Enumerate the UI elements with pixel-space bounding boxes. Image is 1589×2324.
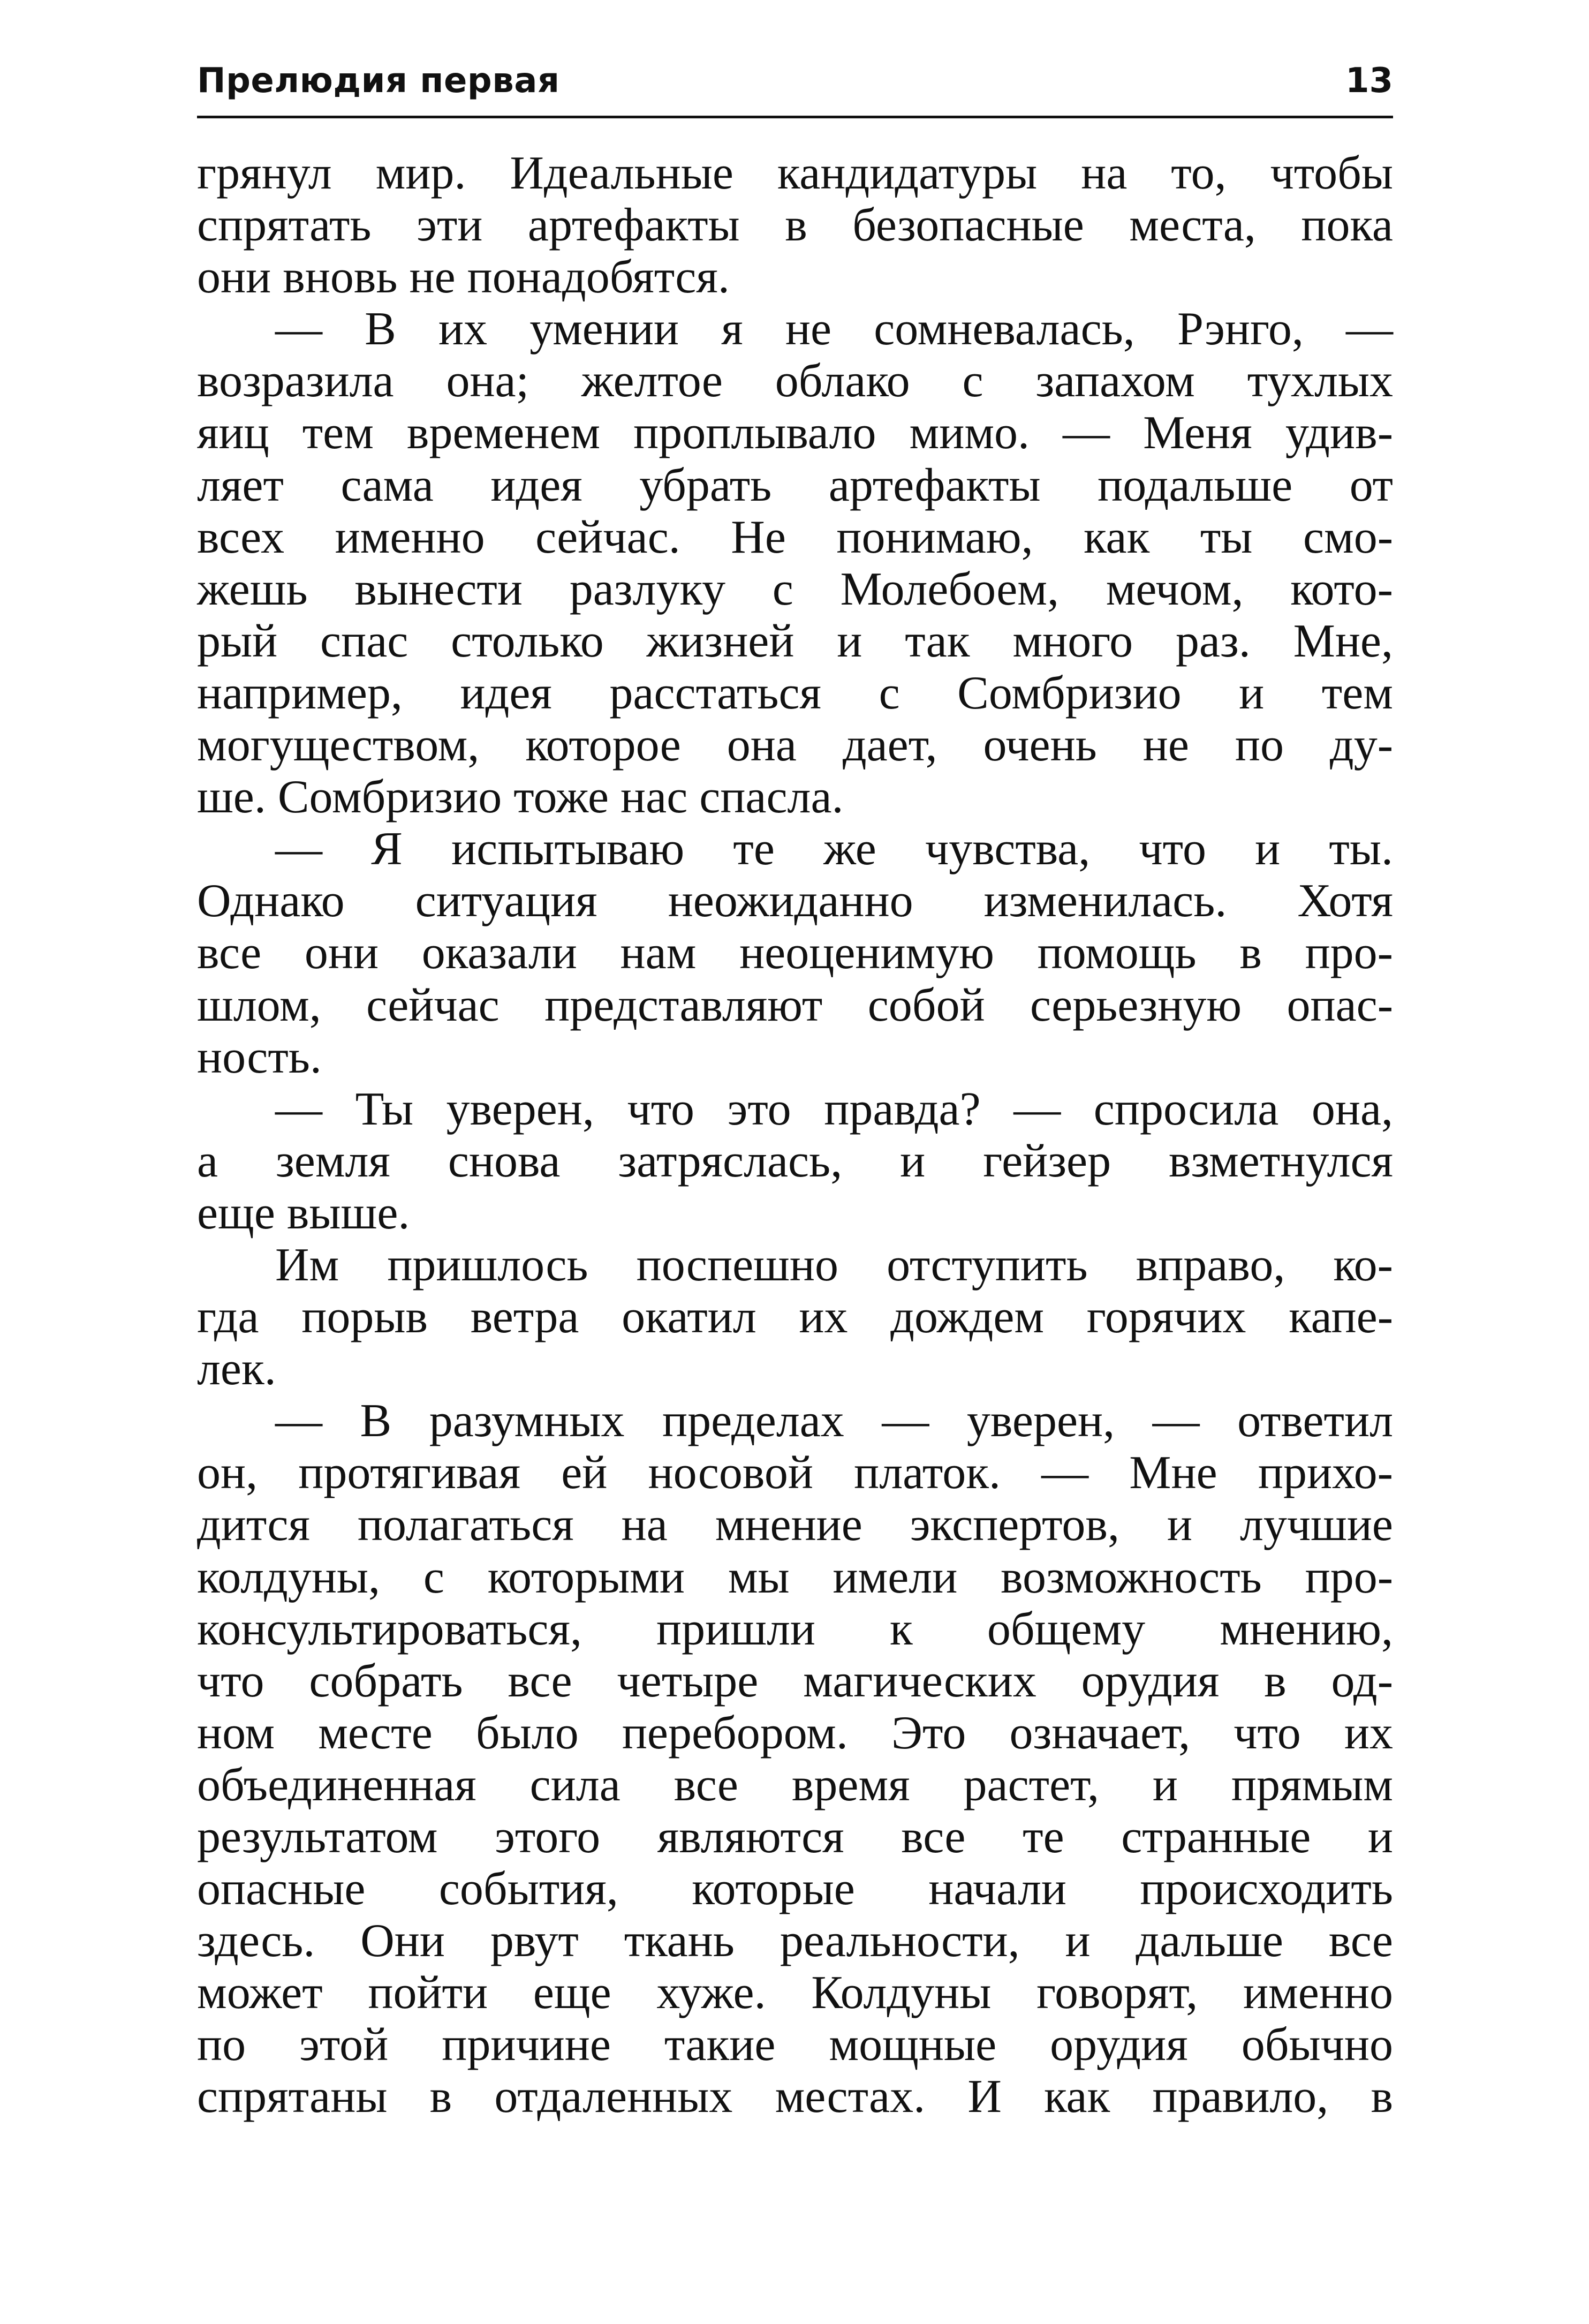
text-line: ше. Сомбризио тоже нас спасла. xyxy=(197,771,844,824)
text-line: ном месте было перебором. Это означает, что их xyxy=(197,1707,1393,1759)
text-line: грянул мир. Идеальные кандидатуры на то, чтобы xyxy=(197,147,1393,199)
text-line: жешь вынести разлуку с Молебоем, мечом, кото- xyxy=(197,563,1393,615)
page-number: 13 xyxy=(1345,61,1393,101)
text-line: может пойти еще хуже. Колдуны говорят, именно xyxy=(197,1967,1393,2019)
text-line: еще выше. xyxy=(197,1187,410,1239)
text-line: спрятать эти артефакты в безопасные места, пока xyxy=(197,199,1393,252)
text-line: — В разумных пределах — уверен, — ответил xyxy=(275,1395,1393,1447)
text-line: по этой причине такие мощные орудия обычно xyxy=(197,2019,1393,2071)
text-line: колдуны, с которыми мы имели возможность про- xyxy=(197,1551,1393,1603)
text-line: консультироваться, пришли к общему мнению, xyxy=(197,1603,1393,1655)
text-line: все они оказали нам неоценимую помощь в про- xyxy=(197,927,1393,979)
header-divider xyxy=(197,116,1393,118)
text-line: всех именно сейчас. Не понимаю, как ты смо- xyxy=(197,511,1393,563)
running-header xyxy=(197,51,1393,110)
text-line: опасные события, которые начали происходить xyxy=(197,1863,1393,1915)
text-line: рый спас столько жизней и так много раз. Мне, xyxy=(197,615,1393,667)
text-line: — Я испытываю те же чувства, что и ты. xyxy=(275,823,1393,876)
chapter-title: Прелюдия первая xyxy=(197,61,560,101)
text-line: а земля снова затряслась, и гейзер взметнулся xyxy=(197,1135,1393,1187)
text-line: здесь. Они рвут ткань реальности, и дальше все xyxy=(197,1915,1393,1967)
text-line: ность. xyxy=(197,1031,322,1083)
text-line: например, идея расстаться с Сомбризио и тем xyxy=(197,667,1393,719)
text-line: возразила она; желтое облако с запахом тухлых xyxy=(197,355,1393,408)
text-line: яиц тем временем проплывало мимо. — Меня удив- xyxy=(197,407,1393,459)
text-line: Однако ситуация неожиданно изменилась. Хотя xyxy=(197,875,1393,927)
text-line: Им пришлось поспешно отступить вправо, ко- xyxy=(275,1239,1393,1291)
text-line: спрятаны в отдаленных местах. И как правило, в xyxy=(197,2071,1393,2123)
text-line: результатом этого являются все те странные и xyxy=(197,1811,1393,1863)
text-line: объединенная сила все время растет, и прямым xyxy=(197,1759,1393,1811)
text-line: что собрать все четыре магических орудия в од- xyxy=(197,1655,1393,1707)
text-line: он, протягивая ей носовой платок. — Мне прихо- xyxy=(197,1447,1393,1499)
text-line: — В их умении я не сомневалась, Рэнго, — xyxy=(275,303,1393,356)
text-line: они вновь не понадобятся. xyxy=(197,251,730,304)
text-line: шлом, сейчас представляют собой серьезную опас- xyxy=(197,979,1393,1031)
text-line: могуществом, которое она дает, очень не по ду- xyxy=(197,719,1393,772)
text-line: лек. xyxy=(197,1343,276,1395)
text-line: гда порыв ветра окатил их дождем горячих капе- xyxy=(197,1291,1393,1344)
text-line: ляет сама идея убрать артефакты подальше от xyxy=(197,459,1393,511)
text-line: дится полагаться на мнение экспертов, и лучшие xyxy=(197,1499,1393,1551)
body-text xyxy=(197,147,1393,2123)
text-line: — Ты уверен, что это правда? — спросила она, xyxy=(275,1083,1393,1135)
